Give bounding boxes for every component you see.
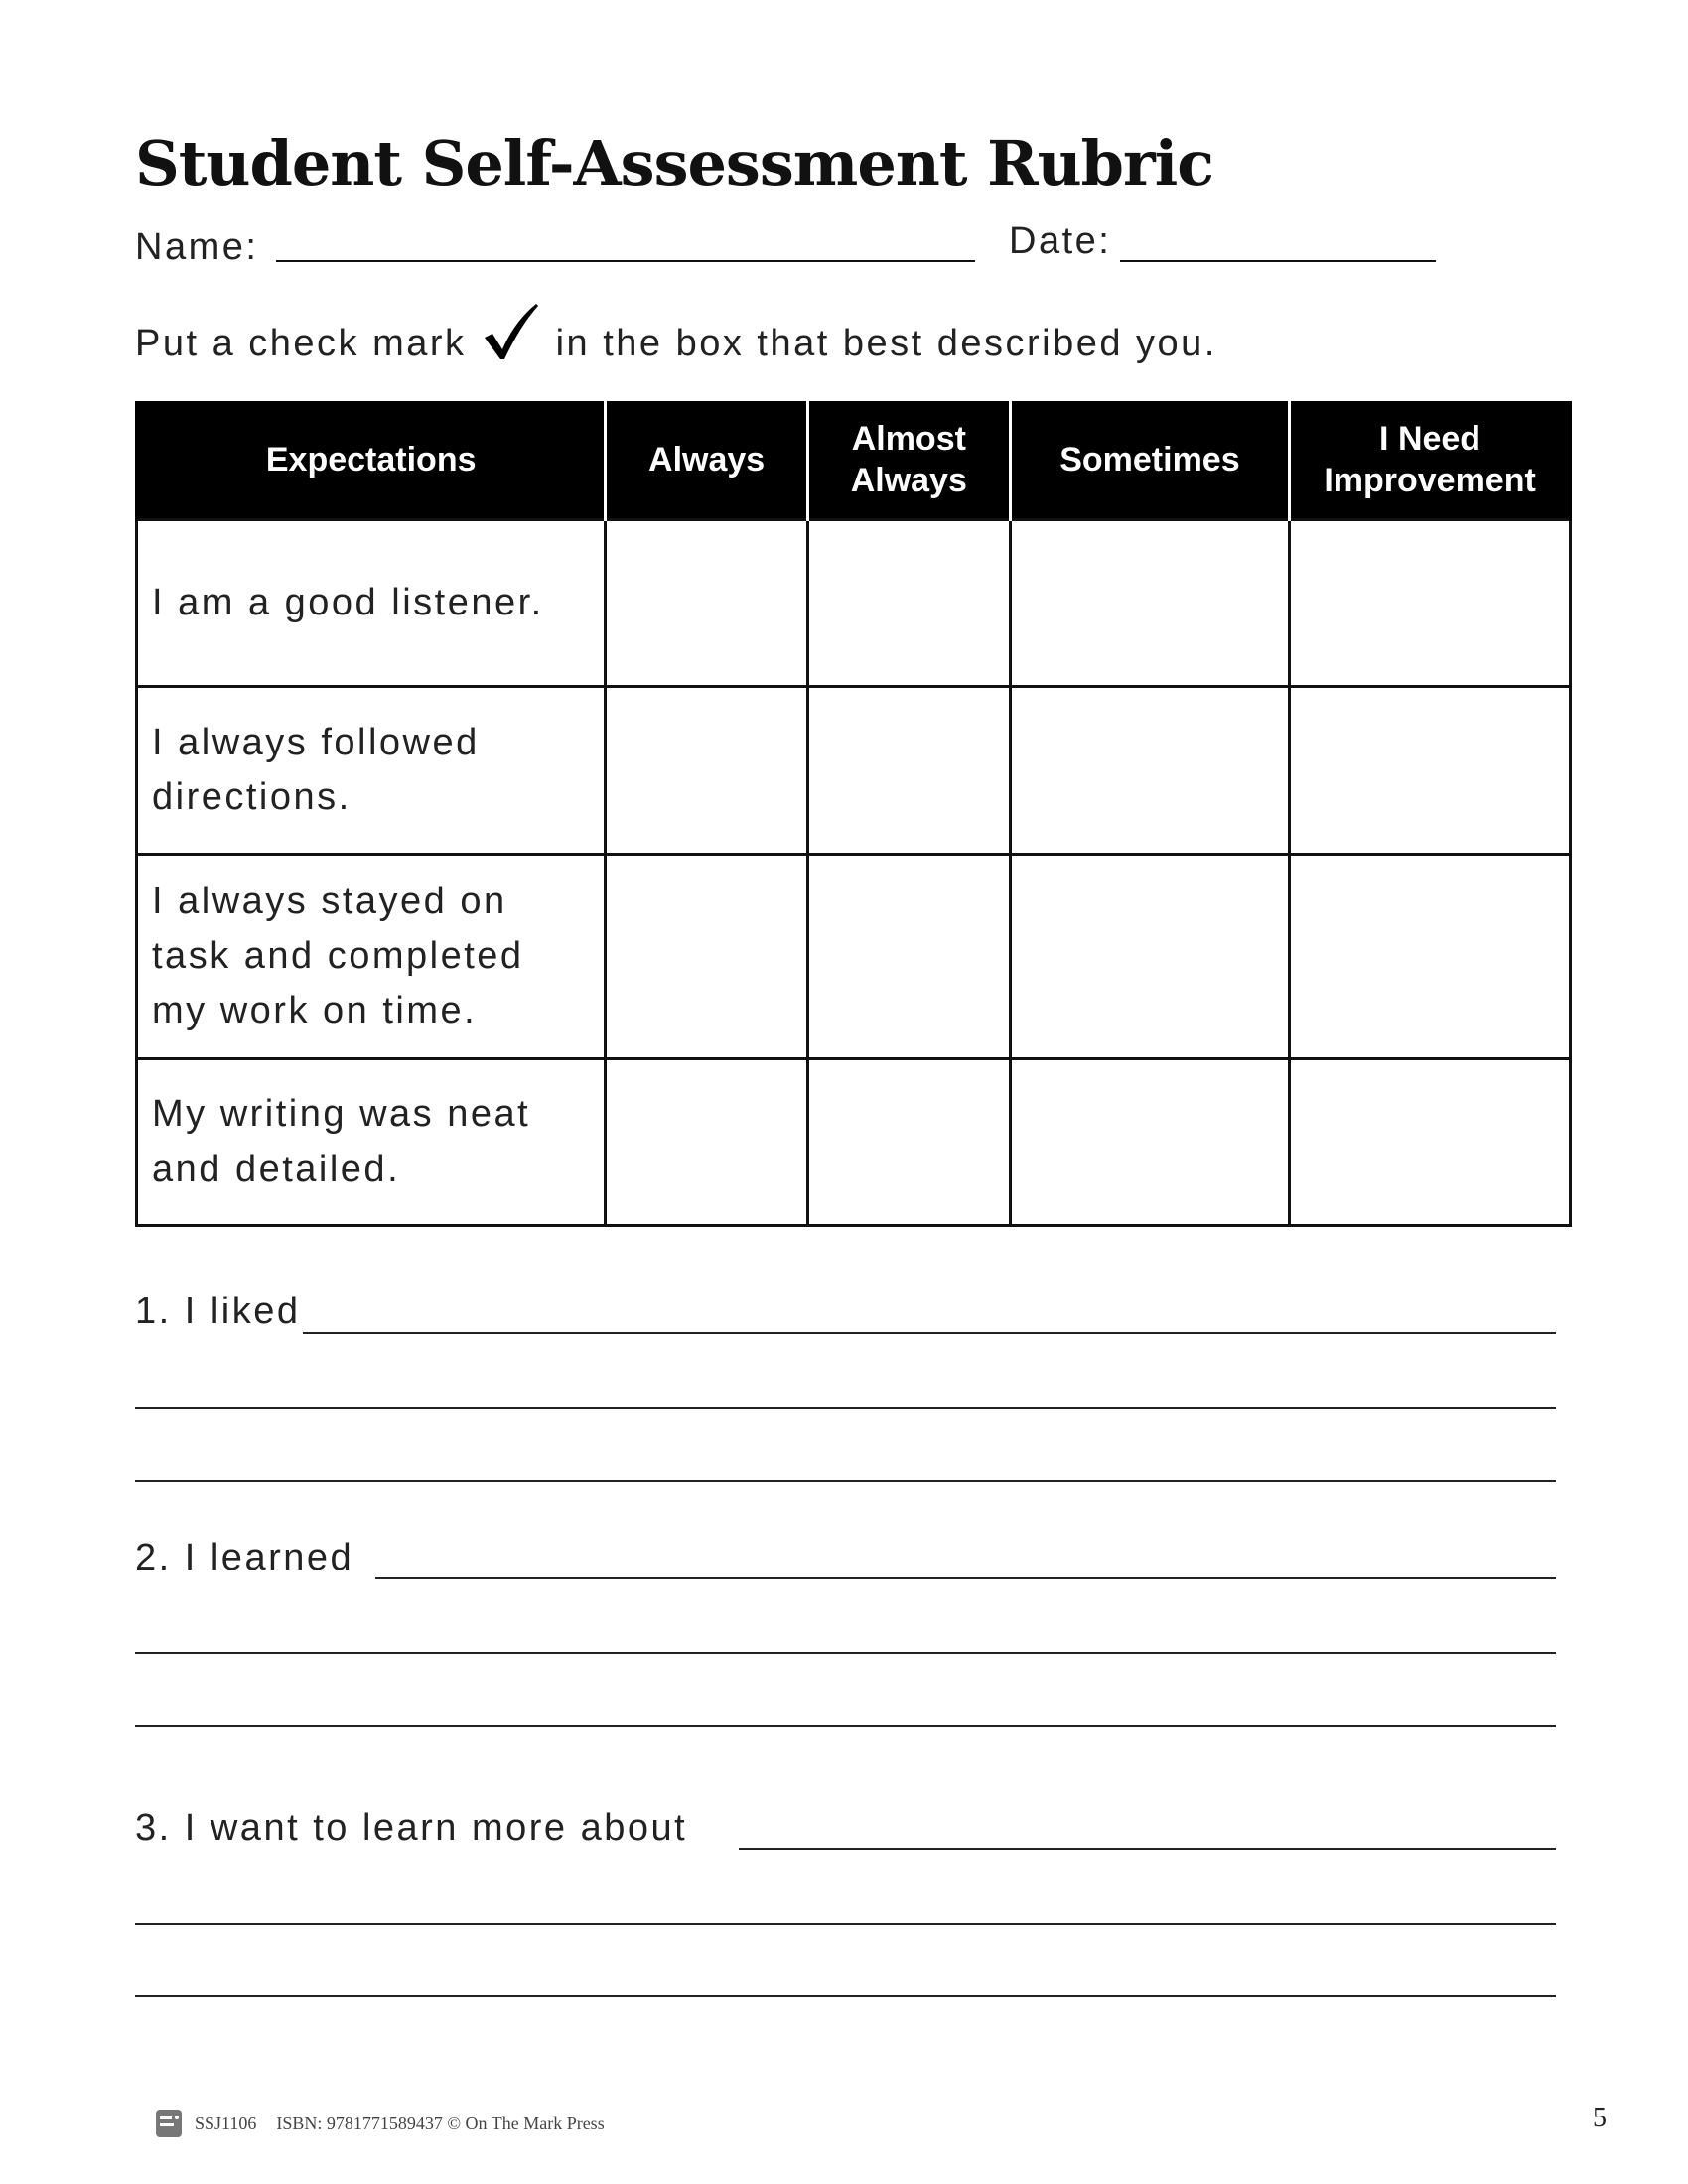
date-label: Date: <box>1009 220 1112 262</box>
instruction-before: Put a check mark <box>135 323 467 364</box>
answer-line-learn-more[interactable] <box>135 1995 1556 1997</box>
checkbox-cell-almost-always[interactable] <box>807 687 1010 855</box>
expectation-cell: My writing was neat and detailed. <box>137 1059 606 1226</box>
table-row <box>137 520 1571 687</box>
rubric-table <box>135 401 1572 1227</box>
checkbox-cell-always[interactable] <box>606 1059 808 1226</box>
checkbox-cell-almost-always[interactable] <box>807 520 1010 687</box>
expectation-cell: I always stayed on task and completed my work on time. <box>137 855 606 1059</box>
checkbox-cell-always[interactable] <box>606 855 808 1059</box>
checkbox-cell-sometimes[interactable] <box>1010 687 1289 855</box>
answer-line-learned[interactable] <box>135 1725 1556 1727</box>
checkbox-cell-almost-always[interactable] <box>807 855 1010 1059</box>
table-row <box>137 1059 1571 1226</box>
answer-line-liked[interactable] <box>135 1480 1556 1482</box>
name-field[interactable] <box>276 260 975 262</box>
answer-line-liked[interactable] <box>303 1332 1556 1334</box>
check-mark-icon <box>481 302 542 361</box>
answer-line-learn-more[interactable] <box>135 1923 1556 1925</box>
table-row <box>137 855 1571 1059</box>
footer <box>155 2109 605 2138</box>
header-expectations: Expectations <box>137 401 606 520</box>
checkbox-cell-need-improvement[interactable] <box>1290 855 1571 1059</box>
prompt-learn-more: 3. I want to learn more about <box>135 1807 688 1848</box>
answer-line-liked[interactable] <box>135 1407 1556 1409</box>
answer-line-learn-more[interactable] <box>739 1848 1556 1850</box>
header-almost-always: Almost Always <box>807 401 1010 520</box>
checkbox-cell-almost-always[interactable] <box>807 1059 1010 1226</box>
checkbox-cell-need-improvement[interactable] <box>1290 1059 1571 1226</box>
prompt-learned: 2. I learned <box>135 1537 354 1578</box>
name-label: Name: <box>135 226 259 268</box>
product-code: SSJ1106 <box>195 2113 257 2133</box>
checkbox-cell-need-improvement[interactable] <box>1290 687 1571 855</box>
checkbox-cell-sometimes[interactable] <box>1010 1059 1289 1226</box>
table-row <box>137 687 1571 855</box>
header-sometimes: Sometimes <box>1010 401 1289 520</box>
header-always: Always <box>606 401 808 520</box>
table-header-row <box>137 401 1571 520</box>
page-title: Student Self-Assessment Rubric <box>135 127 1213 200</box>
checkbox-cell-sometimes[interactable] <box>1010 855 1289 1059</box>
isbn-copyright: ISBN: 9781771589437 © On The Mark Press <box>276 2113 605 2133</box>
date-field[interactable] <box>1120 260 1436 262</box>
checkbox-cell-sometimes[interactable] <box>1010 520 1289 687</box>
checkbox-cell-always[interactable] <box>606 520 808 687</box>
header-need-improvement: I Need Improvement <box>1290 401 1571 520</box>
instructions <box>135 302 1217 365</box>
page-number: 5 <box>1593 2103 1607 2133</box>
answer-line-learned[interactable] <box>135 1652 1556 1654</box>
expectation-cell: I always followed directions. <box>137 687 606 855</box>
prompt-liked: 1. I liked <box>135 1291 301 1332</box>
publisher-logo-icon <box>155 2109 183 2138</box>
checkbox-cell-need-improvement[interactable] <box>1290 520 1571 687</box>
instruction-after: in the box that best described you. <box>555 323 1217 364</box>
answer-line-learned[interactable] <box>375 1577 1556 1579</box>
expectation-cell: I am a good listener. <box>137 520 606 687</box>
checkbox-cell-always[interactable] <box>606 687 808 855</box>
